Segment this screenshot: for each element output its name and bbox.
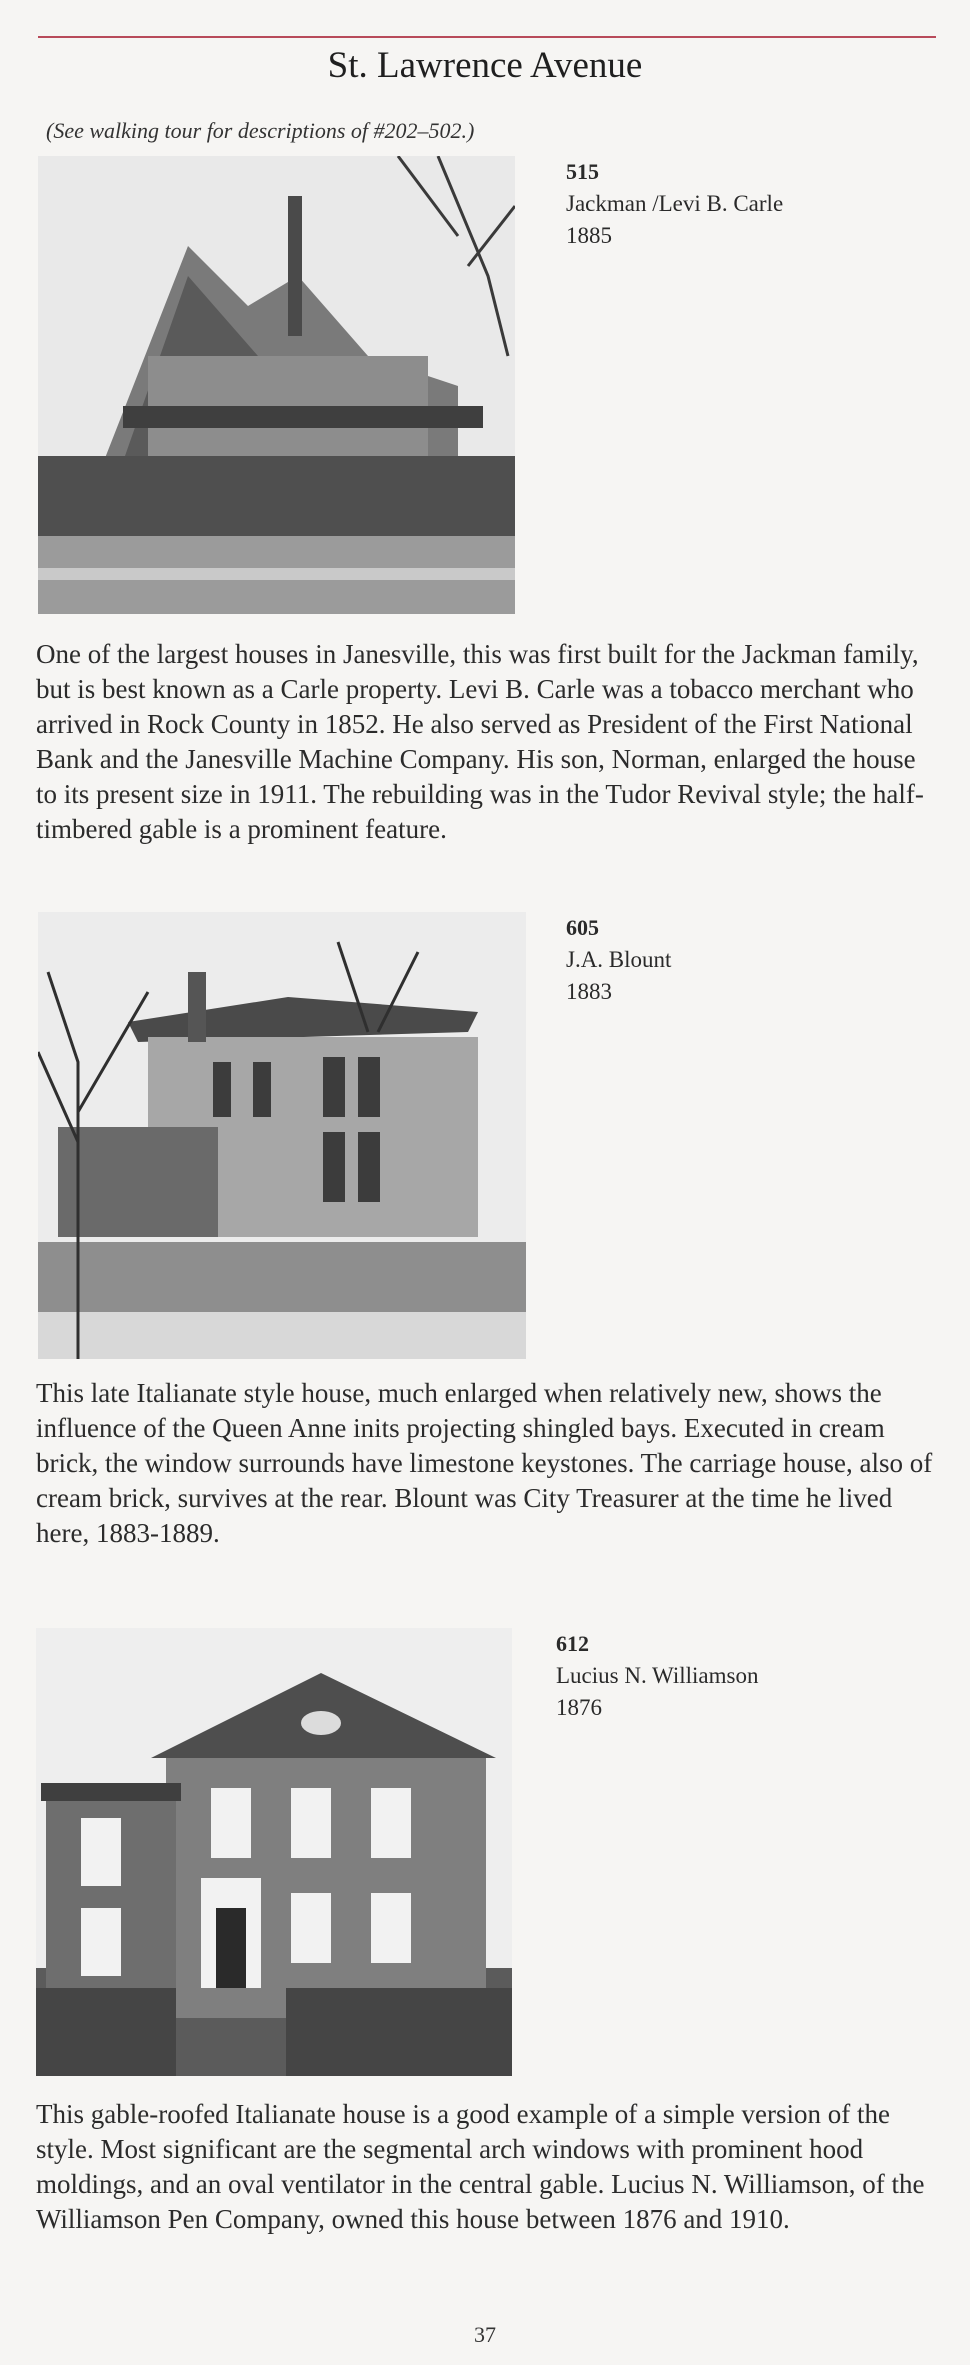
entry-number: 612 xyxy=(556,1631,589,1656)
entry-year: 1876 xyxy=(556,1695,602,1720)
entry-name: Lucius N. Williamson xyxy=(556,1663,759,1688)
page-title: St. Lawrence Avenue xyxy=(327,45,643,86)
header-rule xyxy=(38,36,936,38)
entry-name: Jackman /Levi B. Carle xyxy=(566,191,784,216)
walking-tour-note: (See walking tour for descriptions of #202–502.) xyxy=(46,118,475,143)
entry-year: 1883 xyxy=(566,979,612,1004)
entry-number: 515 xyxy=(566,159,599,184)
entry-year: 1885 xyxy=(566,223,612,248)
entry-caption-605 xyxy=(566,912,671,1008)
house-photo-612 xyxy=(36,1628,512,2076)
house-photo-515 xyxy=(38,156,515,614)
page-number: 37 xyxy=(474,2322,496,2347)
entry-caption-612 xyxy=(556,1628,758,1724)
entry-caption-515 xyxy=(566,156,783,252)
entry-name: J.A. Blount xyxy=(566,947,672,972)
entry-description-612: This gable-roofed Italianate house is a good example of a simple version of the style. Most significant are the segmental arch windows with prominent hood moldings, and an oval ventilator in the central gable. Lucius N. Williamson, of the Williamson Pen Company, owned this house between 1876 and 1910. xyxy=(36,2099,925,2234)
entry-number: 605 xyxy=(566,915,599,940)
house-photo-605 xyxy=(38,912,526,1359)
entry-description-515: One of the largest houses in Janesville, this was first built for the Jackman family, but is best known as a Carle property. Levi B. Carle was a tobacco merchant who arrived in Rock County in 1852. He also served as President of the First National Bank and the Janesville Machine Company. His son, Norman, enlarged the house to its present size in 1911. The rebuilding was in the Tudor Revival style; the half-timbered gable is a prominent feature. xyxy=(36,639,924,844)
entry-description-605: This late Italianate style house, much enlarged when relatively new, shows the influence of the Queen Anne inits projecting shingled bays. Executed in cream brick, the window surrounds have limestone keystones. The carriage house, also of cream brick, survives at the rear. Blount was City Treasurer at the time he lived here, 1883-1889. xyxy=(36,1378,933,1548)
